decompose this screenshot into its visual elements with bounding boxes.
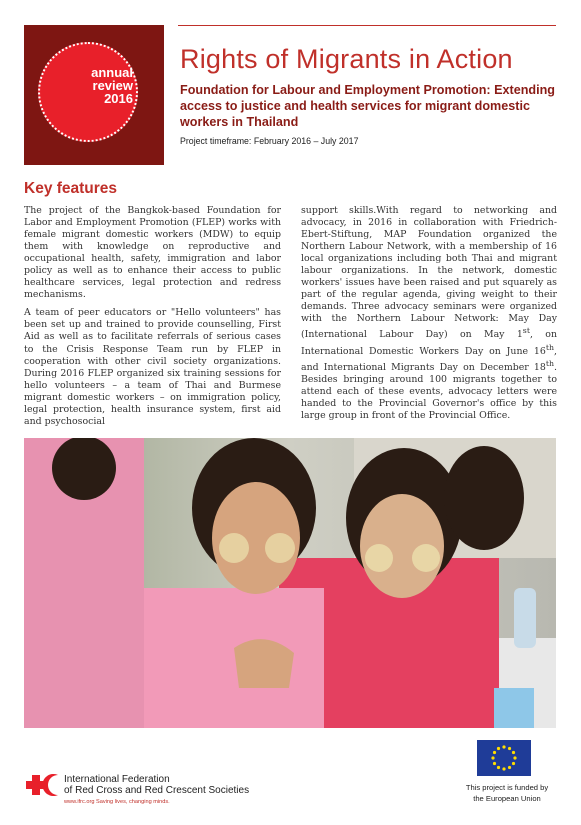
- paragraph: [301, 205, 557, 422]
- annual-review-badge-text: [38, 66, 133, 105]
- ifrc-line-1: International Federation: [64, 774, 170, 785]
- page-title: Rights of Migrants in Action: [180, 44, 513, 74]
- ifrc-name: [64, 774, 249, 796]
- eu-funding-caption: [452, 782, 562, 804]
- text-run: support skills.With regard to networking and advocacy, in 2016 in collaboration with Friedrich-Ebert-Stiftung, MAP Foundation organized the Northern Labour Network, with a membership of 16 local organizations including both Thai and migrant labour organizations. In the network, domestic workers' issues have been raised and put squarely as part of the regular agenda, giving weight to their demands. Three advocacy seminars were organized with the Northern Labour Network: May Day (International Labour Day) on May 1: [301, 205, 557, 341]
- superscript: th: [545, 342, 555, 352]
- superscript: th: [545, 358, 555, 368]
- body-column-left: [24, 205, 281, 434]
- section-heading: Key features: [24, 180, 118, 197]
- eu-flag-icon: [477, 740, 531, 776]
- superscript: st: [522, 326, 530, 336]
- paragraph: A team of peer educators or "Hello volunteers" has been set up and trained to provide counselling, First Aid as well as to facilitate referrals of serious cases to the Crisis Response Team run by FLEP in cooperation with other civil society organizations. During 2016 FLEP organized six training sessions for hello volunteers – a team of Thai and Burmese migrant domestic workers – on immigration policy, legal protection, health insurance system, first aid and psychosocial: [24, 307, 281, 427]
- paragraph: The project of the Bangkok-based Foundation for Labor and Employment Promotion (FLEP) works with female migrant domestic workers (MDW) to equip them with knowledge on reproductive and occupational health, safety, immigration and labor policy as well as to enhance their access to public healthcare services, legal protection and redress mechanisms.: [24, 205, 281, 301]
- ifrc-url-link[interactable]: www.ifrc.org: [64, 799, 95, 805]
- badge-line-review: review: [92, 78, 133, 93]
- page-subtitle: Foundation for Labour and Employment Promotion: Extending access to justice and health services for migrant domestic workers in Thailand: [180, 83, 555, 129]
- text-run: , and International Migrants Day on December 18: [301, 345, 557, 373]
- badge-line-annual: annual: [91, 65, 133, 80]
- eu-caption-line-1: This project is funded by: [465, 783, 549, 792]
- text-run: , on International Domestic Workers Day on June 16: [301, 329, 557, 357]
- project-timeframe: Project timeframe: February 2016 – July 2017: [180, 136, 359, 146]
- photo-migrant-workers: [24, 438, 556, 728]
- ifrc-footer-line: [64, 799, 170, 805]
- badge-line-year: 2016: [104, 91, 133, 106]
- ifrc-line-2: of Red Cross and Red Crescent Societies: [64, 785, 250, 796]
- text-run: . Besides bringing around 100 migrants together to attend each of these events, advocacy letters were handed to the Provincial Governor's office by this large group in front of the Provincial Office.: [301, 361, 557, 422]
- header-rule: [178, 25, 556, 26]
- ifrc-tagline: Saving lives, changing minds.: [96, 799, 170, 805]
- body-column-right: [301, 205, 557, 428]
- eu-caption-line-2: the European Union: [473, 794, 541, 803]
- ifrc-logo-icon: [24, 773, 60, 797]
